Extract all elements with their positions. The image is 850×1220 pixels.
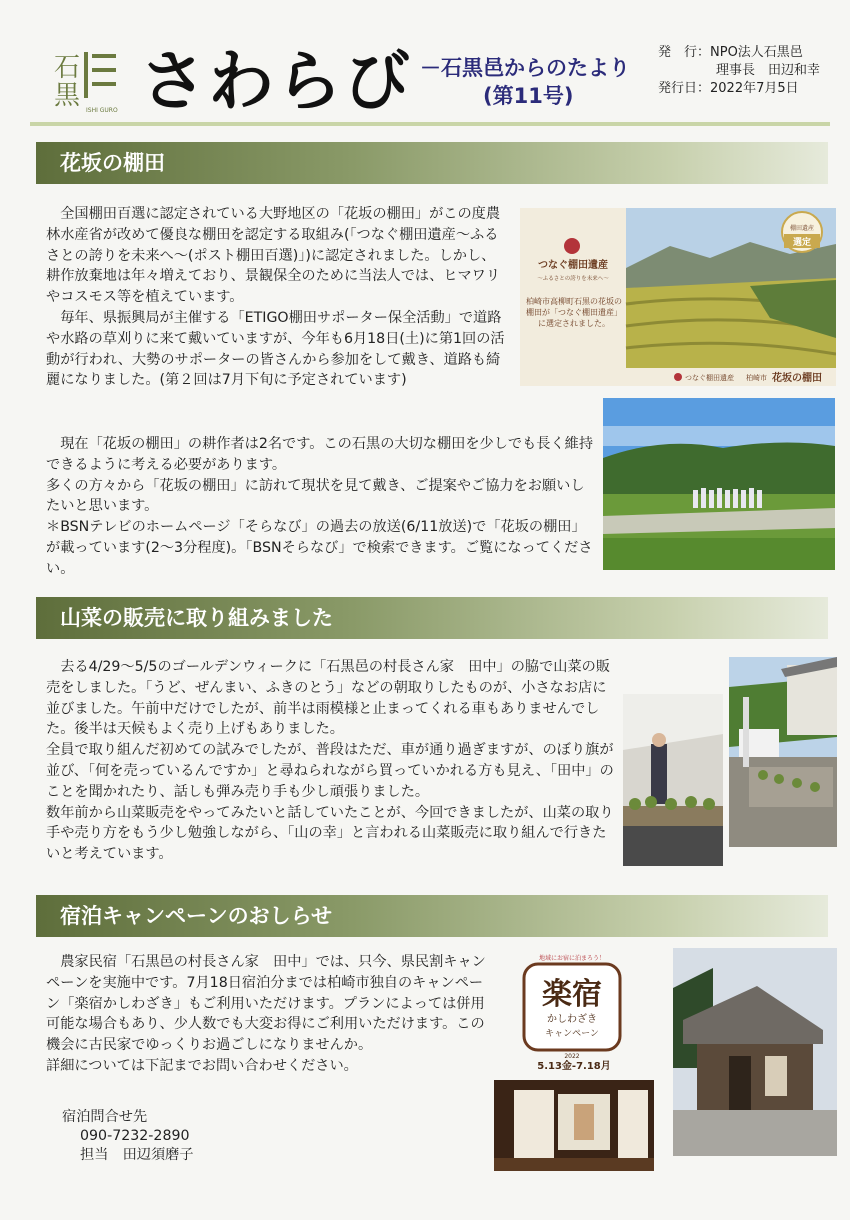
sansai-paragraph: 数年前から山菜販売をやってみたいと話していたことが、今回できましたが、山菜の取り手や売り方をもう少し勉強しながら、「山の幸」と言われる山菜販売に取り組んで行きたいと考えています。 (46, 804, 614, 863)
tanada-poster-image (520, 208, 836, 386)
poster-footer-logo: つなぐ棚田遺産 (685, 374, 734, 382)
poster-caption: 柏崎市高柳町石黒の花坂の棚田が「つなぐ棚田遺産」に選定されました。 (526, 297, 622, 328)
badge-dates: 5.13金-7.18月 (537, 1061, 611, 1072)
badge-main: 楽宿 (542, 977, 602, 1012)
rakushuku-badge (518, 948, 626, 1072)
svg-text:石: 石 (54, 53, 81, 83)
svg-text:黒: 黒 (54, 81, 81, 111)
tanada-paragraph: 現在「花坂の棚田」の耕作者は2名です。この石黒の大切な棚田を少しでも長く維持できるように考える必要があります。 (46, 436, 594, 473)
poster-footer-city: 柏崎市 (746, 374, 767, 382)
poster-footer-name: 花坂の棚田 (772, 373, 822, 384)
tanada-paragraph: 全国棚田百選に認定されている大野地区の「花坂の棚田」がこの度農林水産省が改めて優良な棚田を認定する取組み(「つなぐ棚田遺産～ふるさとの誇りを未来へ～(ポスト棚田百選)」)に認定されました。しかし、耕作放棄地は年々増えており、景観保全のために当法人では、ヒマワリやコスモス等を植えています。 (46, 206, 501, 306)
sansai-text-block (46, 657, 620, 865)
campaign-paragraph: 詳細については下記までお問い合わせください。 (46, 1057, 358, 1074)
poster-logo-sub: ～ふるさとの誇りを未来へ～ (537, 276, 609, 282)
logo (52, 46, 122, 114)
tanada-text-block-1 (46, 204, 506, 391)
campaign-paragraph: 農家民宿「石黒邑の村長さん家 田中」では、只今、県民割キャンペーンを実施中です。7月18日宿泊分までは柏崎市独自のキャンペーン「楽宿かしわざき」もご利用いただけます。プランによっては併用可能な場合もあり、少人数でも大変お得にご利用いただけます。この機会に古民家でゆっくりお過ごしになりませんか。 (46, 954, 486, 1054)
contact-block (62, 1108, 322, 1165)
tanada-text-block-2 (46, 434, 594, 580)
badge-year: 2022 (564, 1053, 580, 1060)
publisher-line: 発 行：NPO法人石黒邑 (658, 45, 803, 60)
tanada-paragraph: 多くの方々から「花坂の棚田」に訪れて現状を見て戴き、ご提案やご協力をお願いしたいと思います。 (46, 477, 585, 515)
poster-badge-line1: 棚田遺産 (789, 225, 815, 232)
publisher-info (658, 44, 820, 98)
contact-phone: 090-7232-2890 (80, 1128, 190, 1144)
issue-number: (第11号) (483, 84, 574, 108)
tanada-paragraph: ＊BSNテレビのホームページ「そらなび」の過去の放送(6/11放送)で「花坂の棚田」が載っています(2～3分程度)。「BSNそらなび」で検索できます。ご覧になってください。 (46, 519, 593, 577)
section-heading-sansai: 山菜の販売に取り組みました (36, 597, 828, 639)
tanada-paragraph: 毎年、県振興局が主催する「ETIGO棚田サポーター保全活動」で道路や水路の草刈りに来て戴いていますが、今年も6月18日(土)に第1回の活動が行われ、大勢のサポーターの皆さんから参加をして戴き、道路も綺麗になりました。(第２回は7月下旬に予定されています) (46, 309, 505, 389)
badge-sub2: キャンペーン (545, 1029, 599, 1039)
chairman-line: 理事長 田辺和幸 (716, 63, 821, 78)
sansai-paragraph: 全員で取り組んだ初めての試みでしたが、普段はただ、車が通り過ぎますが、のぼり旗が並び、「何を売っているんですか」と尋ねられながら買っていかれる方も見え、「田中」のことを聞かれたり、話しも弾み売り手も少し頑張りました。 (46, 742, 614, 800)
section-heading-campaign: 宿泊キャンペーンのおしらせ (36, 895, 828, 937)
header-divider (30, 122, 830, 126)
contact-label: 宿泊問合せ先 (62, 1109, 148, 1125)
sansai-roadside-photo (729, 657, 837, 847)
tanada-volunteers-photo (603, 398, 835, 570)
badge-top: 地域にお宿に泊まろう！ (538, 955, 606, 962)
section-heading-tanada: 花坂の棚田 (36, 142, 828, 184)
farmhouse-interior-photo (494, 1080, 654, 1171)
newsletter-title: さわらび (140, 42, 412, 120)
poster-logo: つなぐ棚田遺産 (538, 260, 608, 271)
sansai-paragraph: 去る4/29～5/5のゴールデンウィークに「石黒邑の村長さん家 田中」の脇で山菜の販売をしました。「うど、ぜんまい、ふきのとう」などの朝取りしたものが、小さなお店に並びました。午前中だけでしたが、前半は雨模様と止まってくれる車もありませんでした。後半は天候もよく売り上げもありました。 (46, 659, 611, 738)
poster-badge-line2: 選定 (792, 238, 812, 248)
campaign-text-block (46, 952, 490, 1077)
contact-person: 担当 田辺須磨子 (80, 1147, 194, 1163)
badge-sub: かしわざき (547, 1014, 597, 1025)
newsletter-subtitle: －石黒邑からのたより (420, 56, 630, 80)
sansai-stall-photo (623, 694, 723, 866)
svg-text:ISHI GURO: ISHI GURO (86, 107, 118, 114)
farmhouse-exterior-photo (673, 948, 837, 1156)
issue-date: 発行日：2022年7月5日 (658, 81, 799, 96)
